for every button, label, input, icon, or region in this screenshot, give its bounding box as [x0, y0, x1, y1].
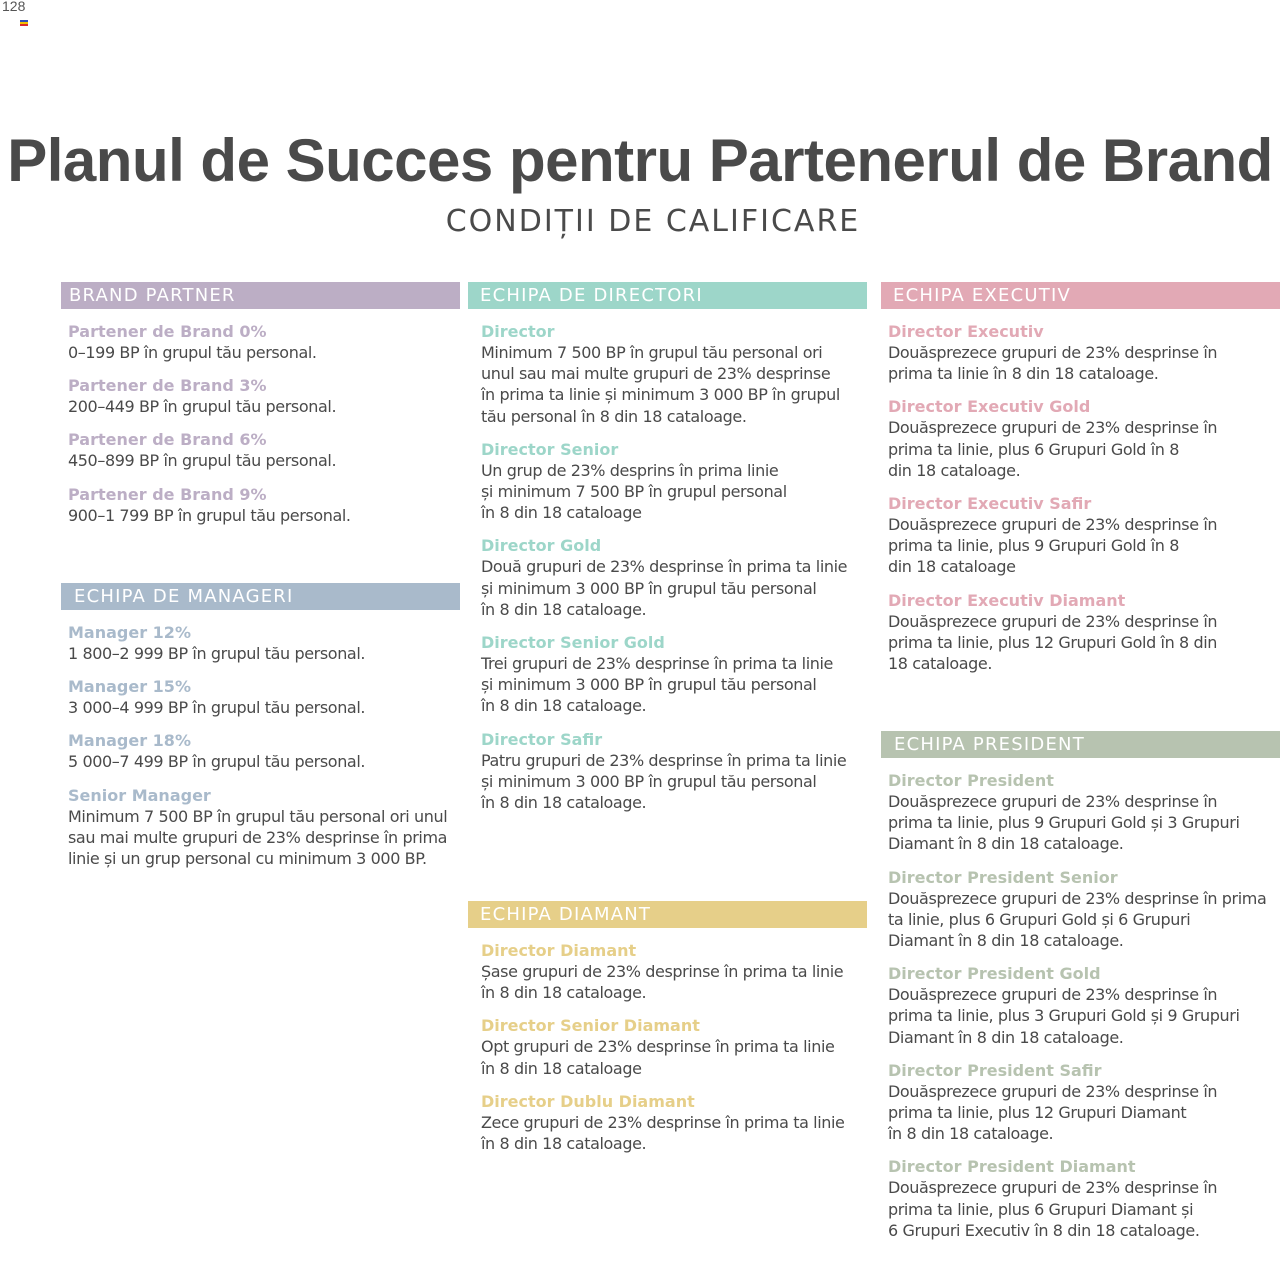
section-header: ECHIPA PRESIDENT [881, 731, 1280, 758]
section-executiv [881, 282, 1280, 674]
qualification-item [68, 676, 460, 718]
item-list [881, 321, 1280, 674]
section-diamant [468, 901, 867, 1154]
qualification-item [68, 730, 460, 772]
qualification-title: Director President Gold [888, 964, 1101, 984]
page-title: Planul de Succes pentru Partenerul de Brand [7, 127, 1273, 194]
qualification-item [888, 1060, 1280, 1145]
qualification-description: Douăsprezece grupuri de 23% desprinse în prima ta linie, plus 6 Grupuri Diamant și 6 Grupuri Executiv în 8 din 18 cataloage. [888, 1178, 1218, 1240]
qualification-title: Director President Diamant [888, 1157, 1136, 1177]
qualification-title: Director Senior Gold [481, 633, 665, 653]
qualification-description: 900–1 799 BP în grupul tău personal. [68, 505, 351, 525]
section-brand-partner [61, 282, 460, 526]
qualification-item [481, 321, 867, 427]
qualification-description: Trei grupuri de 23% desprinse în prima ta linie și minimum 3 000 BP în grupul tău personal în 8 din 18 cataloage. [481, 654, 833, 716]
qualification-description: Douăsprezece grupuri de 23% desprinse în prima ta linie, plus 9 Grupuri Gold și 3 Grupuri Diamant în 8 din 18 cataloage. [888, 792, 1240, 854]
qualification-description: Opt grupuri de 23% desprinse în prima ta linie în 8 din 18 cataloage [481, 1037, 835, 1078]
qualification-title: Director Senior Diamant [481, 1016, 700, 1036]
qualification-title: Manager 15% [68, 677, 191, 697]
qualification-item [68, 429, 460, 471]
section-header: ECHIPA DE DIRECTORI [468, 282, 867, 309]
qualification-title: Director Gold [481, 536, 602, 556]
qualification-title: Director President [888, 771, 1054, 790]
qualification-description: Minimum 7 500 BP în grupul tău personal ori unul sau mai multe grupuri de 23% desprinse în prima ta linie și minimum 3 000 BP în grupul tău personal în 8 din 18 cataloage. [481, 343, 840, 426]
qualification-title: Director President Senior [888, 867, 1118, 887]
qualification-title: Director Executiv Diamant [888, 590, 1126, 610]
qualification-title: Director Executiv [888, 322, 1044, 341]
qualification-item [68, 622, 460, 664]
section-president [881, 731, 1280, 1241]
qualification-description: Zece grupuri de 23% desprinse în prima ta linie în 8 din 18 cataloage. [481, 1112, 845, 1154]
qualification-title: Director Senior [481, 439, 619, 459]
qualification-title: Manager 12% [68, 623, 191, 642]
qualification-description: 5 000–7 499 BP în grupul tău personal. [68, 752, 366, 772]
qualification-description: Douăsprezece grupuri de 23% desprinse în prima ta linie, plus 12 Grupuri Diamant în 8 din 18 cataloage. [888, 1081, 1218, 1144]
qualification-item [888, 493, 1280, 578]
item-list [468, 940, 867, 1154]
qualification-item [68, 785, 460, 870]
qualification-description: 1 800–2 999 BP în grupul tău personal. [68, 644, 366, 663]
section-header: ECHIPA DIAMANT [468, 901, 867, 928]
qualification-title: Partener de Brand 9% [68, 484, 267, 504]
qualification-item [481, 1091, 867, 1154]
qualification-title: Director Executiv Safir [888, 494, 1092, 514]
section-header: ECHIPA EXECUTIV [881, 282, 1280, 309]
qualification-item [888, 770, 1280, 855]
qualification-title: Director Dublu Diamant [481, 1091, 695, 1111]
page-number: 128 [2, 0, 26, 14]
qualification-item [888, 396, 1280, 481]
qualification-description: Patru grupuri de 23% desprinse în prima ta linie și minimum 3 000 BP în grupul tău personal în 8 din 18 cataloage. [481, 750, 847, 813]
section-header: BRAND PARTNER [61, 282, 460, 309]
qualification-description: Douăsprezece grupuri de 23% desprinse în prima ta linie, plus 3 Grupuri Gold și 9 Grupuri Diamant în 8 din 18 cataloage. [888, 985, 1240, 1047]
qualification-title: Director Safir [481, 729, 603, 749]
qualification-item [68, 321, 460, 363]
qualification-description: Un grup de 23% desprins în prima linie și minimum 7 500 BP în grupul personal în 8 din 18 cataloage [481, 460, 787, 523]
qualification-description: Douăsprezece grupuri de 23% desprinse în prima ta linie, plus 6 Grupuri Gold în 8 din 18 cataloage. [888, 418, 1218, 480]
qualification-item [481, 1015, 867, 1078]
qualification-title: Partener de Brand 0% [68, 322, 267, 341]
qualification-description: Douăsprezece grupuri de 23% desprinse în prima ta linie, plus 9 Grupuri Gold în 8 din 18 cataloage [888, 515, 1218, 577]
page-subtitle: CONDIȚII DE CALIFICARE [445, 204, 861, 239]
qualification-description: Două grupuri de 23% desprinse în prima ta linie și minimum 3 000 BP în grupul tău personal în 8 din 18 cataloage. [481, 557, 848, 619]
qualification-description: 200–449 BP în grupul tău personal. [68, 397, 337, 417]
qualification-title: Partener de Brand 6% [68, 430, 267, 450]
qualification-description: Șase grupuri de 23% desprinse în prima ta linie în 8 din 18 cataloage. [481, 962, 844, 1003]
qualification-description: Minimum 7 500 BP în grupul tău personal ori unul sau mai multe grupuri de 23% desprinse în prima linie și un grup personal cu minimum 3 000 BP. [68, 806, 448, 869]
qualification-item [888, 867, 1280, 952]
qualification-description: Douăsprezece grupuri de 23% desprinse în prima ta linie în 8 din 18 cataloage. [888, 343, 1218, 384]
qualification-title: Director [481, 322, 555, 341]
qualification-item [888, 963, 1280, 1048]
qualification-item [68, 484, 460, 526]
qualification-title: Manager 18% [68, 731, 191, 751]
item-list [468, 321, 867, 813]
section-header: ECHIPA DE MANAGERI [61, 583, 460, 610]
qualification-title: Director Diamant [481, 941, 637, 960]
qualification-item [481, 439, 867, 524]
qualification-item [481, 632, 867, 717]
romanian-flag-icon [20, 20, 28, 26]
qualification-description: 3 000–4 999 BP în grupul tău personal. [68, 698, 366, 718]
qualification-description: Douăsprezece grupuri de 23% desprinse în prima ta linie, plus 6 Grupuri Gold și 6 Grupuri Diamant în 8 din 18 cataloage. [888, 888, 1267, 951]
qualification-description: 0–199 BP în grupul tău personal. [68, 343, 317, 362]
section-directors [468, 282, 867, 813]
qualification-item [68, 375, 460, 417]
item-list [881, 770, 1280, 1241]
item-list [61, 622, 460, 869]
qualification-title: Senior Manager [68, 785, 211, 805]
qualification-description: Douăsprezece grupuri de 23% desprinse în prima ta linie, plus 12 Grupuri Gold în 8 din 18 cataloage. [888, 611, 1218, 674]
qualification-title: Director President Safir [888, 1060, 1102, 1080]
qualification-item [481, 729, 867, 814]
qualification-item [888, 590, 1280, 675]
qualification-title: Director Executiv Gold [888, 397, 1091, 417]
qualification-item [481, 940, 867, 1003]
item-list [61, 321, 460, 526]
qualification-item [888, 1156, 1280, 1241]
qualification-title: Partener de Brand 3% [68, 376, 267, 396]
qualification-item [481, 535, 867, 620]
qualification-description: 450–899 BP în grupul tău personal. [68, 451, 337, 471]
section-managers [61, 583, 460, 869]
qualification-item [888, 321, 1280, 384]
